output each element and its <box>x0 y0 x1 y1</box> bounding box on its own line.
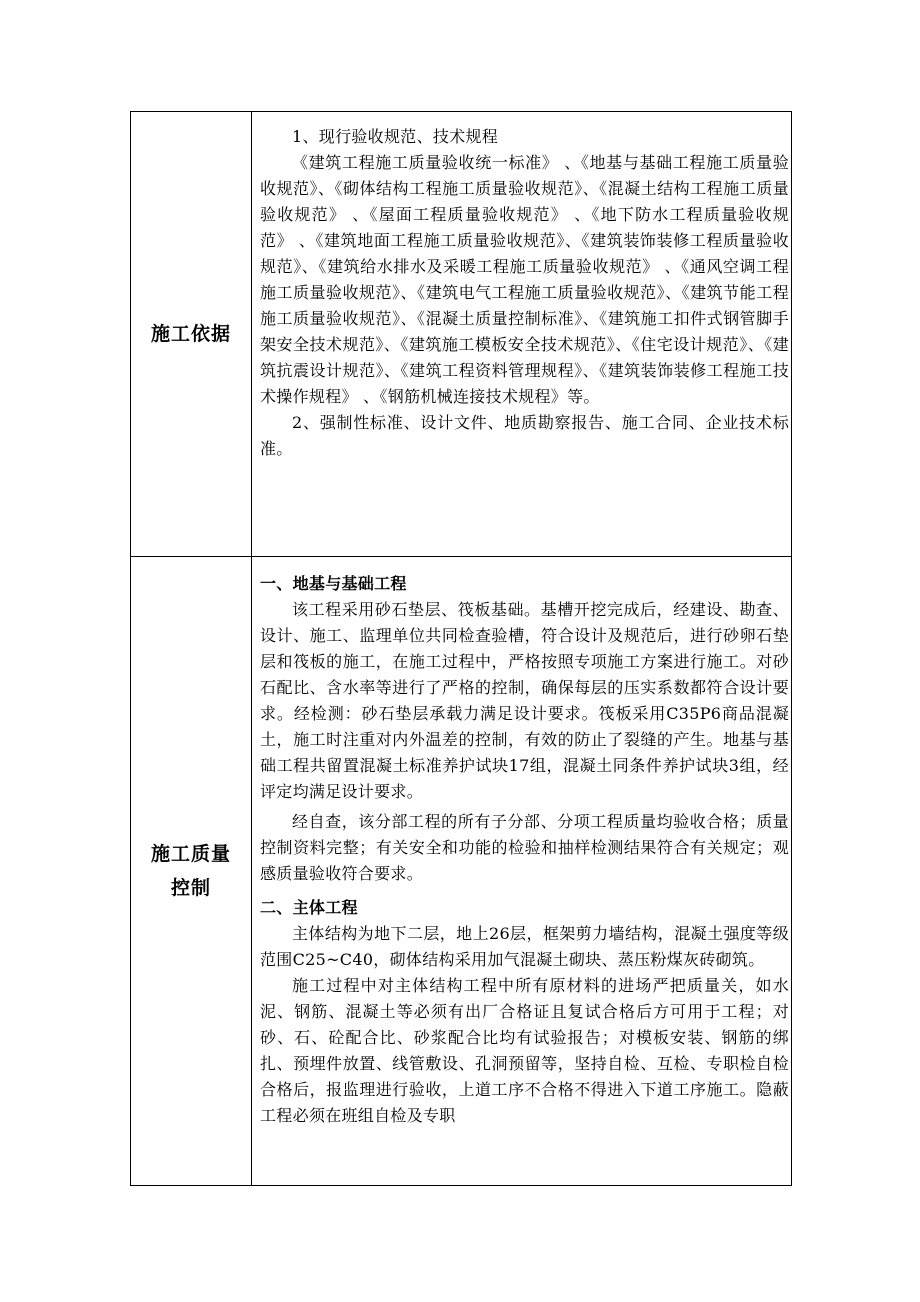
basis-standards-list: 《建筑工程施工质量验收统一标准》 、《地基与基础工程施工质量验收规范》、《砌体结构工程施工质量验收规范》、《混凝土结构工程施工质量验收规范》 、《屋面工程质量验收规范》 、《地下防水工程质量验收规范》 、《建筑地面工程施工质量验收规范》、《建筑装饰装修工程质量验收规范》、《建筑给水排水及采暖工程施工质量验收规范》 、《通风空调工程施工质量验收规范》、《建筑电气工程施工质量验收规范》、《建筑节能工程施工质量验收规范》、《混凝土质量控制标准》、《建筑施工扣件式钢管脚手架安全技术规范》、《建筑施工模板安全技术规范》、《住宅设计规范》、《建筑抗震设计规范》、《建筑工程资料管理规程》、《建筑装饰装修工程施工技术操作规程》 、《钢筋机械连接技术规程》等。 <box>260 153 789 406</box>
quality-control-content <box>252 557 791 1129</box>
content-cell-construction-basis <box>252 112 792 557</box>
section-heading-foundation: 一、地基与基础工程 <box>260 574 407 593</box>
construction-summary-table <box>130 111 792 1186</box>
construction-basis-content <box>252 112 791 462</box>
row-label: 施工依据 <box>150 323 231 345</box>
table-row-quality-control <box>131 557 792 1186</box>
label-cell-construction-basis <box>131 112 252 557</box>
foundation-paragraph-1: 该工程采用砂石垫层、筏板基础。基槽开挖完成后，经建设、勘查、设计、施工、监理单位共同检查验槽，符合设计及规范后，进行砂卵石垫层和筏板的施工，在施工过程中，严格按照专项施工方案进行施工。对砂石配比、含水率等进行了严格的控制，确保每层的压实系数都符合设计要求。经检测：砂石垫层承载力满足设计要求。筏板采用C35P6商品混凝土，施工时注重对内外温差的控制，有效的防止了裂缝的产生。地基与基础工程共留置混凝土标准养护试块17组，混凝土同条件养护试块3组，经评定均满足设计要求。 <box>260 600 789 801</box>
table-row-construction-basis <box>131 112 792 557</box>
main-structure-paragraph-2: 施工过程中对主体结构工程中所有原材料的进场严把质量关，如水泥、钢筋、混凝土等必须有出厂合格证且复试合格后方可用于工程；对砂、石、砼配合比、砂浆配合比均有试验报告；对模板安装、钢筋的绑扎、预埋件放置、线管敷设、孔洞预留等，坚持自检、互检、专职检自检合格后，报监理进行验收，上道工序不合格不得进入下道工序施工。隐蔽工程必须在班组自检及专职 <box>260 976 789 1125</box>
section-heading-main-structure: 二、主体工程 <box>260 898 358 917</box>
label-cell-quality-control <box>131 557 252 1186</box>
main-structure-paragraph-1: 主体结构为地下二层，地上26层，框架剪力墙结构，混凝土强度等级范围C25~C40，砌体结构采用加气混凝土砌块、蒸压粉煤灰砖砌筑。 <box>260 924 789 969</box>
row-label: 施工质量控制 <box>150 843 231 899</box>
basis-item-1-title: 1、现行验收规范、技术规程 <box>292 127 499 146</box>
foundation-paragraph-2: 经自查，该分部工程的所有子分部、分项工程质量均验收合格；质量控制资料完整；有关安全和功能的检验和抽样检测结果符合有关规定；观感质量验收符合要求。 <box>260 812 789 883</box>
basis-item-2: 2、强制性标准、设计文件、地质勘察报告、施工合同、企业技术标准。 <box>260 413 789 458</box>
content-cell-quality-control <box>252 557 792 1186</box>
